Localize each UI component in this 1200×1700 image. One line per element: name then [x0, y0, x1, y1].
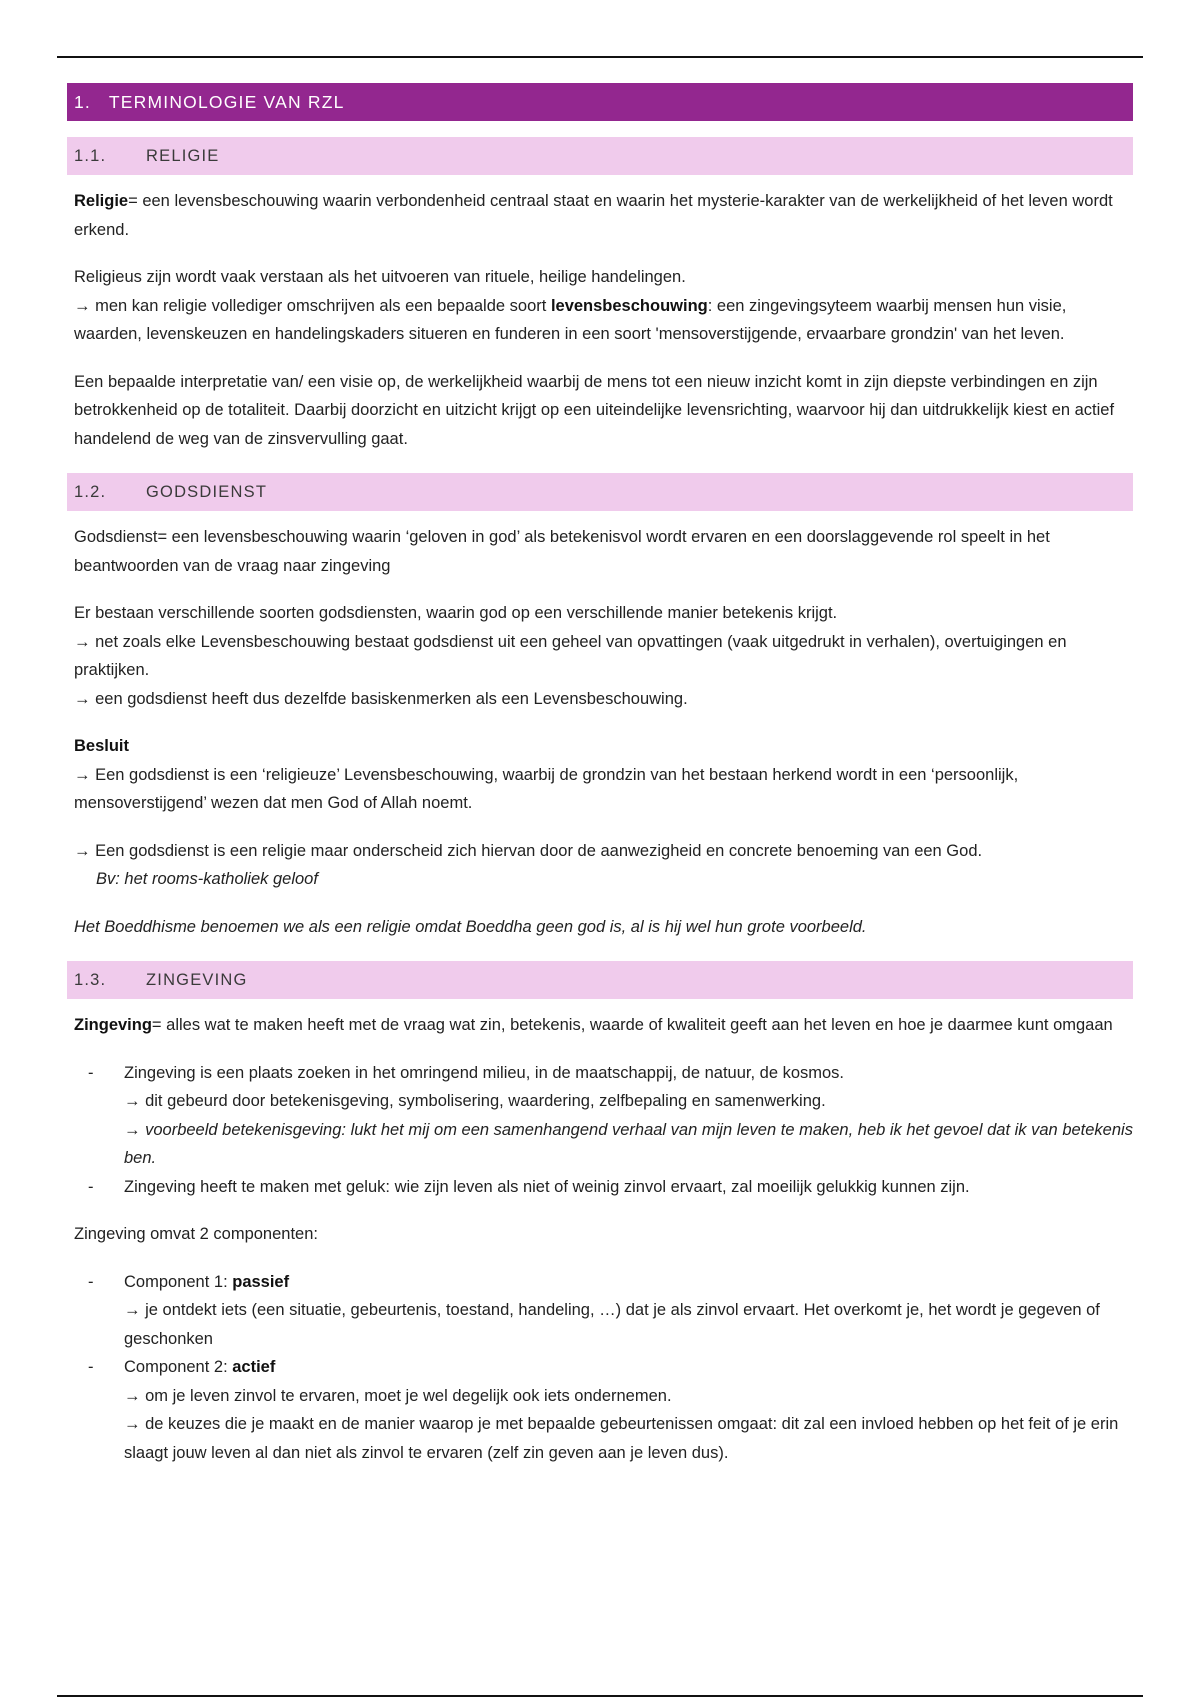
component-2-text-1: om je leven zinvol te ervaren, moet je wel degelijk ook iets ondernemen. [145, 1386, 672, 1405]
godsdienst-besluit [74, 732, 1133, 818]
component-1-type: passief [232, 1272, 290, 1291]
list-item [74, 1353, 1133, 1467]
heading-1 [67, 83, 1133, 121]
godsdienst-p4-text: Een godsdienst is een religie maar onderscheid zich hiervan door de aanwezigheid en concrete benoeming van een God. [95, 841, 983, 860]
component-2-text-2: de keuzes die je maakt en de manier waarop je met bepaalde gebeurtenissen omgaat: dit zal een invloed hebben op het feit of je erin slaagt jouw leven al dan niet als zinvol te ervaren (zelf zin geven aan je leven dus). [124, 1415, 1119, 1462]
godsdienst-p2-line1: Er bestaan verschillende soorten godsdiensten, waarin god op een verschillende manier betekenis krijgt. [74, 604, 838, 622]
arrow-icon: → [124, 1120, 141, 1139]
godsdienst-p2-line3: een godsdienst heeft dus dezelfde basiskenmerken als een Levensbeschouwing. [95, 689, 688, 708]
list-item [74, 1268, 1133, 1354]
heading-1-title: TERMINOLOGIE VAN RZL [108, 92, 345, 112]
religie-definition [74, 187, 1133, 244]
godsdienst-paragraph-5 [74, 913, 1133, 942]
heading-religie [67, 137, 1133, 175]
dash-bullet: - [88, 1063, 94, 1082]
arrow-icon: → [74, 632, 91, 651]
list-item [74, 1059, 1133, 1173]
zingeving-term: Zingeving [74, 1016, 152, 1034]
component-2-label: Component 2: [124, 1358, 233, 1376]
heading-zingeving-number: 1.3. [74, 971, 107, 989]
heading-1-number: 1. [74, 92, 91, 112]
dash-bullet: - [88, 1358, 94, 1376]
heading-zingeving-title: ZINGEVING [146, 971, 248, 989]
religie-term: Religie [74, 192, 129, 210]
dash-bullet: - [88, 1177, 94, 1196]
list-item [74, 1173, 1133, 1202]
arrow-icon: → [124, 1092, 141, 1110]
arrow-icon: → [124, 1415, 141, 1433]
arrow-icon: → [74, 841, 91, 860]
arrow-icon: → [74, 765, 91, 784]
arrow-icon: → [74, 689, 91, 708]
heading-godsdienst [67, 473, 1133, 511]
godsdienst-paragraph-2 [74, 599, 1133, 713]
zingeving-definition-text: = alles wat te maken heeft met de vraag wat zin, betekenis, waarde of kwaliteit geeft aan het leven en hoe je daarmee kunt omgaan [151, 1016, 1113, 1034]
component-1-text: je ontdekt iets (een situatie, gebeurtenis, toestand, handeling, …) dat je als zinvol ervaart. Het overkomt je, het wordt je gegeven of geschonken [124, 1301, 1100, 1348]
heading-godsdienst-title: GODSDIENST [146, 483, 268, 501]
zingeving-b1-sub2: voorbeeld betekenisgeving: lukt het mij om een samenhangend verhaal van mijn leven te maken, heb ik het gevoel dat ik van betekenis ben. [124, 1120, 1133, 1167]
godsdienst-paragraph-4 [74, 837, 1133, 894]
heading-godsdienst-number: 1.2. [74, 483, 107, 501]
heading-zingeving [67, 961, 1133, 999]
zingeving-b1-sub1: dit gebeurd door betekenisgeving, symbolisering, waardering, zelfbepaling en samenwerking. [145, 1092, 826, 1110]
godsdienst-p2-line2: net zoals elke Levensbeschouwing bestaat godsdienst uit een geheel van opvattingen (vaak uitgedrukt in verhalen), overtuigingen en praktijken. [74, 632, 1067, 679]
document-content [67, 83, 1133, 1486]
arrow-icon: → [124, 1301, 141, 1319]
zingeving-definition [74, 1011, 1133, 1040]
godsdienst-example: Bv: het rooms-katholiek geloof [96, 870, 318, 888]
zingeving-b1: Zingeving is een plaats zoeken in het omringend milieu, in de maatschappij, de natuur, de kosmos. [124, 1063, 845, 1082]
heading-religie-title: RELIGIE [146, 147, 220, 165]
heading-religie-number: 1.1. [74, 147, 107, 165]
header-rule [57, 56, 1143, 58]
component-2-type: actief [232, 1358, 276, 1376]
component-1-label: Component 1: [124, 1272, 233, 1291]
religie-p2-pre: men kan religie vollediger omschrijven als een bepaalde soort [95, 296, 551, 315]
besluit-text: Een godsdienst is een ‘religieuze’ Levensbeschouwing, waarbij de grondzin van het bestaan herkend wordt in een ‘persoonlijk, mensoverstijgend’ wezen dat men God of Allah noemt. [74, 765, 1019, 812]
boeddhisme-note: Het Boeddhisme benoemen we als een religie omdat Boeddha geen god is, al is hij wel hun grote voorbeeld. [74, 917, 867, 936]
religie-paragraph-3: Een bepaalde interpretatie van/ een visie op, de werkelijkheid waarbij de mens tot een nieuw inzicht komt in zijn diepste verbindingen en zijn betrokkenheid op de totaliteit. Daarbij doorzicht en uitzicht krijgt op een uiteindelijke levensrichting, waarvoor hij dan uitdrukkelijk kiest en actief handelend de weg van de zinsvervulling gaat. [74, 372, 1115, 448]
footer-rule [57, 1695, 1143, 1697]
religie-p2-bold: levensbeschouwing [550, 296, 708, 315]
godsdienst-definition: Godsdienst= een levensbeschouwing waarin ‘geloven in god’ als betekenisvol wordt ervaren en een doorslaggevende rol speelt in het beantwoorden van de vraag naar zingeving [74, 528, 1050, 575]
zingeving-list [74, 1059, 1133, 1202]
religie-definition-text: = een levensbeschouwing waarin verbondenheid centraal staat en waarin het mysterie-karakter van de werkelijkheid of het leven wordt erkend. [74, 192, 1113, 239]
components-intro: Zingeving omvat 2 componenten: [74, 1225, 318, 1243]
components-list [74, 1268, 1133, 1468]
religie-paragraph-2 [74, 263, 1133, 349]
arrow-icon: → [124, 1386, 141, 1405]
arrow-icon: → [74, 296, 91, 315]
besluit-label: Besluit [74, 737, 130, 755]
religie-p2-line1: Religieus zijn wordt vaak verstaan als het uitvoeren van rituele, heilige handelingen. [74, 268, 686, 286]
dash-bullet: - [88, 1272, 94, 1291]
zingeving-b2: Zingeving heeft te maken met geluk: wie zijn leven als niet of weinig zinvol ervaart, zal moeilijk gelukkig kunnen zijn. [124, 1177, 970, 1196]
religie-p2-post: : een zingevingsyteem waarbij mensen hun visie, waarden, levenskeuzen en handelingskaders situeren en funderen in een soort 'mensoverstijgende, ervaarbare grondzin' van het leven. [74, 296, 1067, 343]
